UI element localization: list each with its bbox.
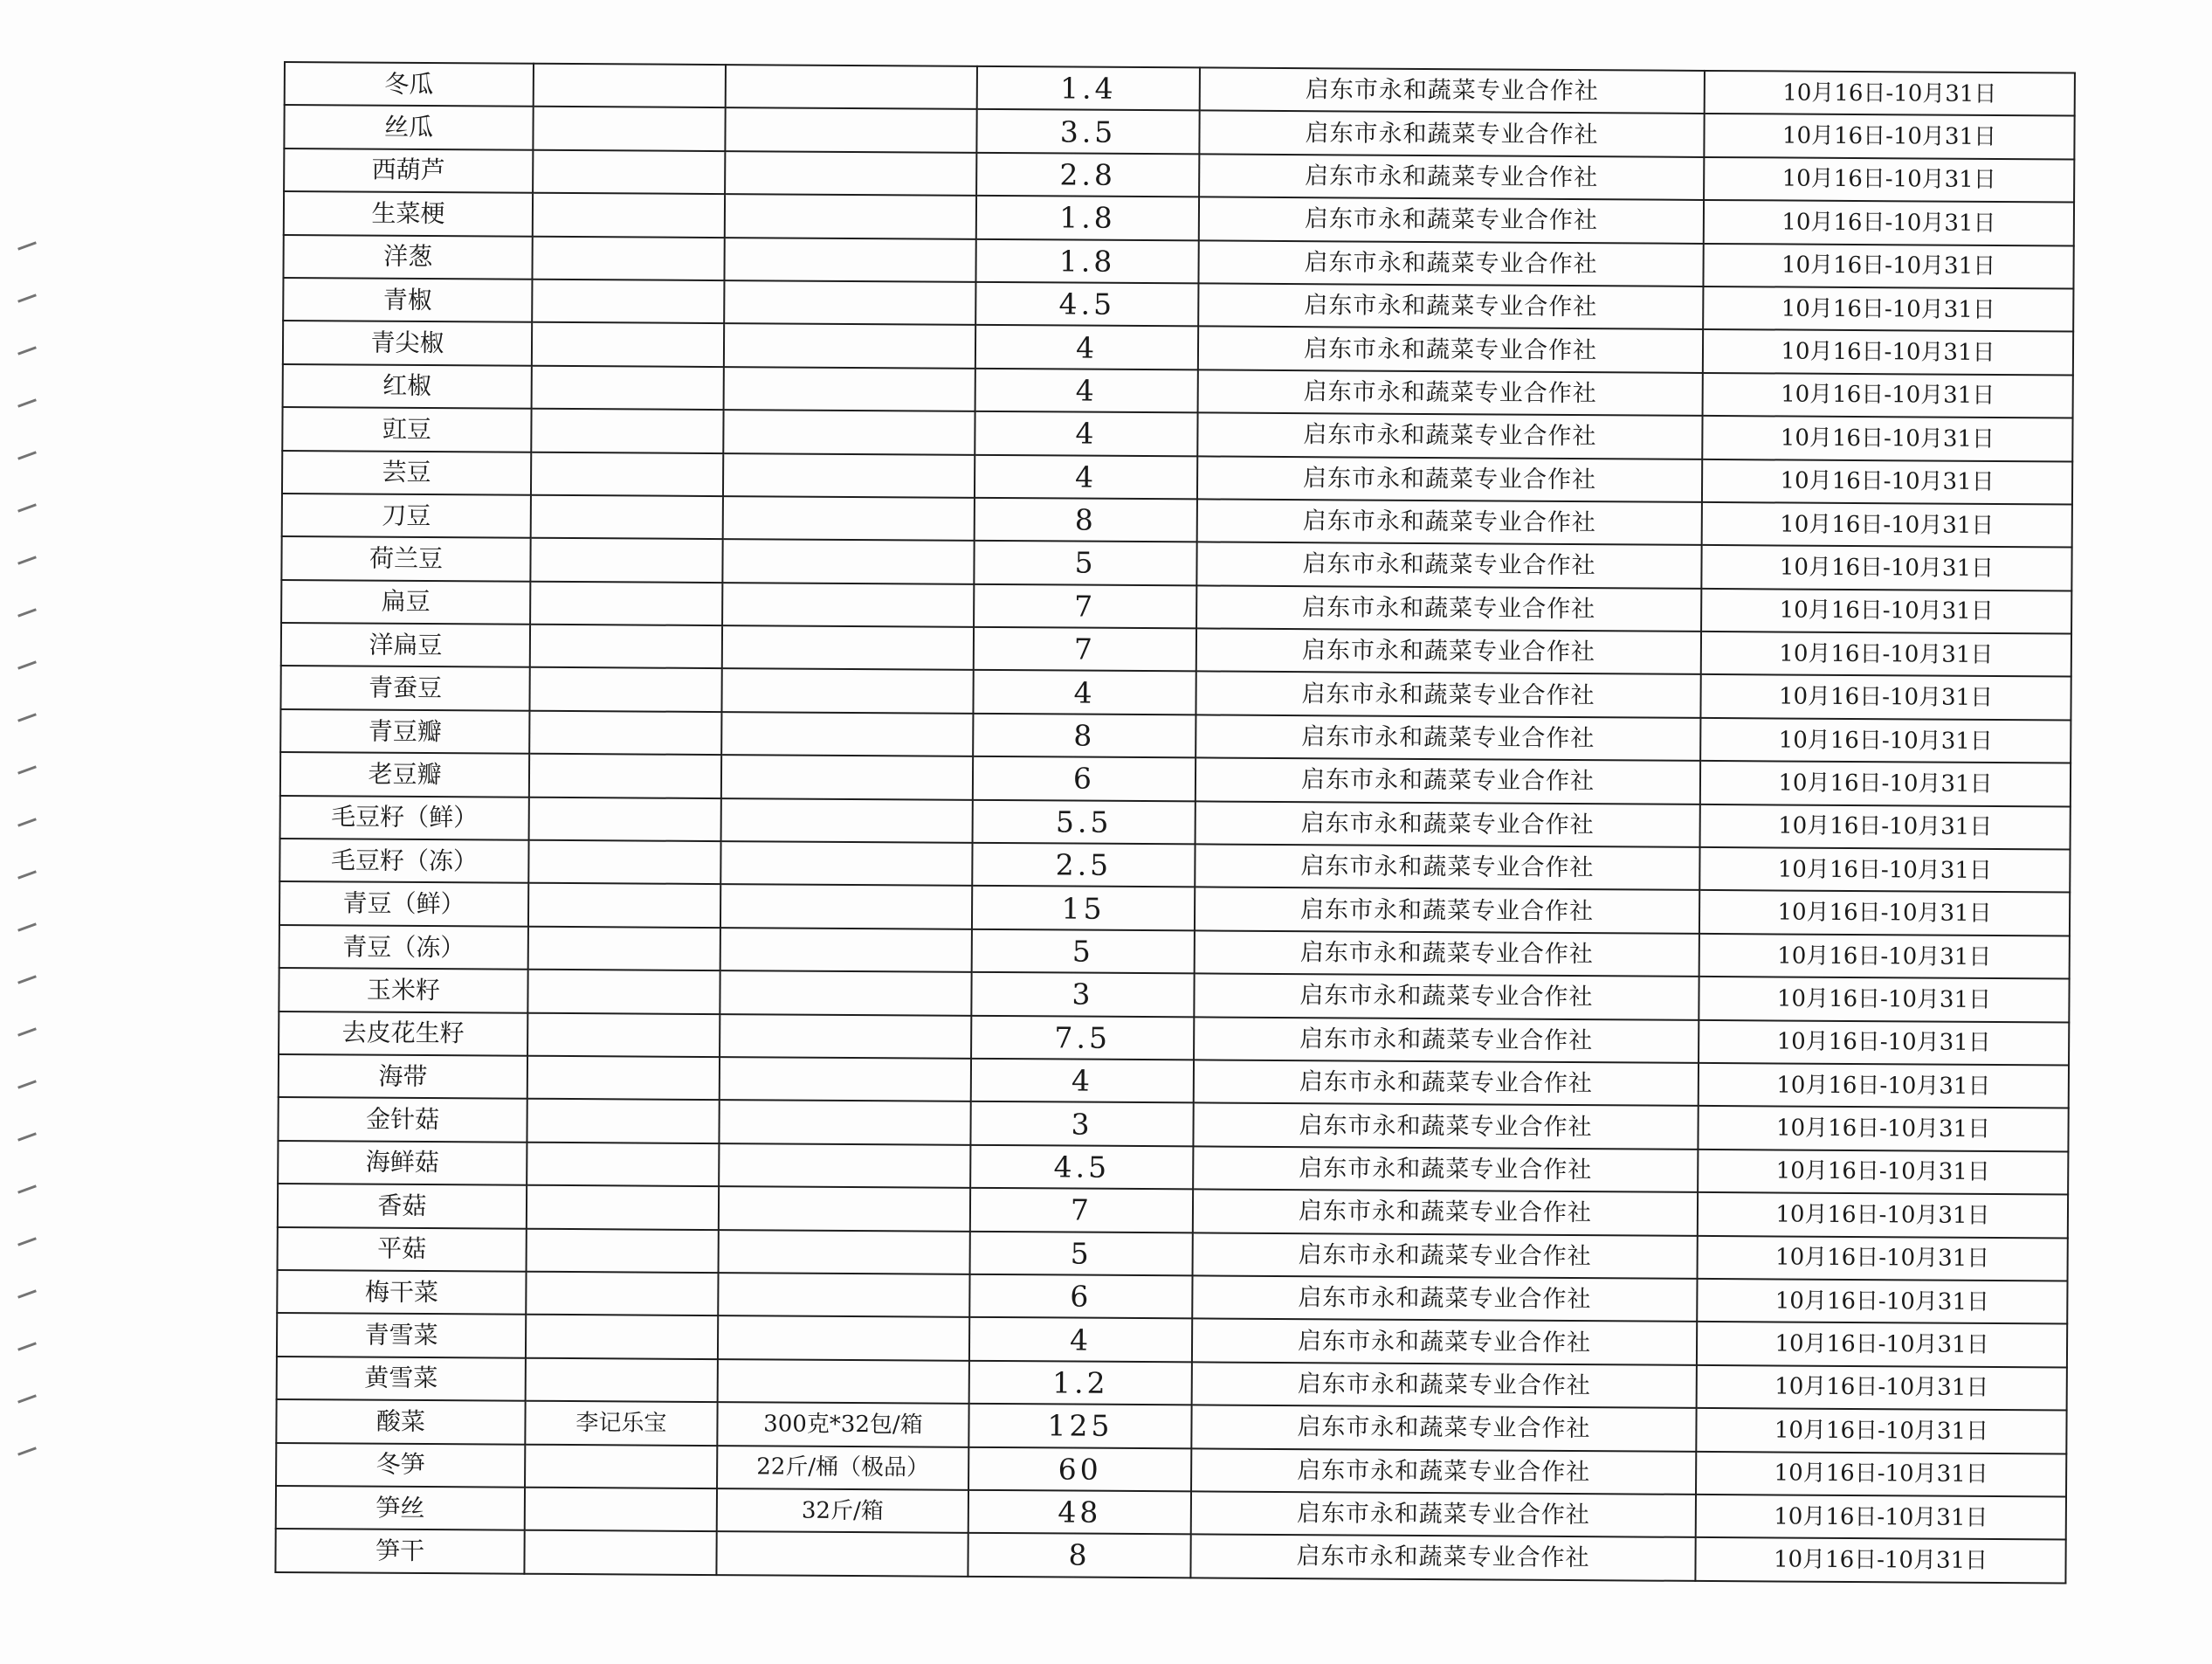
period-cell: 10月16日-10月31日 — [1702, 502, 2072, 548]
period-cell: 10月16日-10月31日 — [1696, 1408, 2066, 1453]
price-cell: 15 — [972, 886, 1195, 930]
brand-cell — [526, 1315, 718, 1359]
spec-cell — [719, 1186, 970, 1231]
item-name-cell: 平菇 — [278, 1227, 527, 1272]
item-name-cell: 青豆（冻） — [279, 925, 528, 970]
brand-cell — [531, 452, 723, 496]
spec-cell — [720, 970, 971, 1015]
spec-cell — [720, 841, 972, 886]
spec-cell — [721, 798, 973, 843]
period-cell: 10月16日-10月31日 — [1696, 1451, 2066, 1496]
period-cell: 10月16日-10月31日 — [1700, 761, 2071, 806]
period-cell: 10月16日-10月31日 — [1703, 243, 2073, 288]
supplier-cell: 启东市永和蔬菜专业合作社 — [1196, 672, 1700, 718]
supplier-cell: 启东市永和蔬菜专业合作社 — [1197, 499, 1702, 545]
supplier-cell: 启东市永和蔬菜专业合作社 — [1200, 67, 1705, 114]
price-cell: 6 — [969, 1274, 1192, 1319]
spec-cell — [718, 1315, 969, 1360]
item-name-cell: 冬瓜 — [285, 62, 534, 107]
brand-cell — [529, 667, 721, 712]
spec-cell: 300克*32包/箱 — [717, 1402, 968, 1447]
brand-cell — [524, 1530, 716, 1575]
supplier-cell: 启东市永和蔬菜专业合作社 — [1199, 154, 1704, 200]
supplier-cell: 启东市永和蔬菜专业合作社 — [1193, 1146, 1698, 1192]
price-cell: 60 — [968, 1447, 1191, 1491]
brand-cell — [527, 1099, 719, 1143]
item-name-cell: 青尖椒 — [283, 321, 532, 365]
period-cell: 10月16日-10月31日 — [1701, 632, 2071, 677]
item-name-cell: 黄雪菜 — [277, 1357, 526, 1401]
spec-cell — [724, 280, 975, 325]
item-name-cell: 毛豆籽（冻） — [279, 839, 528, 883]
spec-cell — [726, 65, 977, 109]
item-name-cell: 梅干菜 — [277, 1270, 526, 1315]
binding-margin-marks — [17, 245, 52, 1511]
supplier-cell: 启东市永和蔬菜专业合作社 — [1196, 585, 1701, 632]
period-cell: 10月16日-10月31日 — [1704, 157, 2074, 203]
item-name-cell: 老豆瓣 — [280, 752, 529, 797]
price-cell: 8 — [975, 498, 1197, 542]
period-cell: 10月16日-10月31日 — [1699, 890, 2070, 936]
price-table — [274, 61, 2076, 1584]
price-cell: 8 — [973, 714, 1196, 758]
item-name-cell: 丝瓜 — [284, 105, 533, 149]
supplier-cell: 启东市永和蔬菜专业合作社 — [1196, 628, 1701, 674]
brand-cell — [531, 495, 723, 540]
brand-cell — [525, 1444, 717, 1488]
item-name-cell: 香菇 — [278, 1184, 527, 1228]
spec-cell — [720, 1057, 971, 1101]
period-cell: 10月16日-10月31日 — [1702, 416, 2072, 461]
supplier-cell: 启东市永和蔬菜专业合作社 — [1192, 1362, 1697, 1408]
spec-cell — [725, 151, 976, 196]
brand-cell — [527, 1185, 719, 1230]
price-cell: 2.5 — [972, 843, 1195, 887]
brand-cell — [527, 1142, 719, 1186]
supplier-cell: 启东市永和蔬菜专业合作社 — [1199, 197, 1704, 244]
supplier-cell: 启东市永和蔬菜专业合作社 — [1190, 1535, 1695, 1581]
brand-cell — [532, 322, 724, 367]
period-cell: 10月16日-10月31日 — [1700, 674, 2071, 720]
supplier-cell: 启东市永和蔬菜专业合作社 — [1198, 369, 1703, 416]
period-cell: 10月16日-10月31日 — [1695, 1537, 2065, 1583]
spec-cell — [724, 238, 975, 282]
supplier-cell: 启东市永和蔬菜专业合作社 — [1192, 1319, 1697, 1365]
item-name-cell: 冬笋 — [276, 1442, 525, 1487]
supplier-cell: 启东市永和蔬菜专业合作社 — [1191, 1491, 1696, 1537]
item-name-cell: 青椒 — [283, 278, 532, 322]
item-name-cell: 洋葱 — [283, 235, 532, 280]
period-cell: 10月16日-10月31日 — [1699, 1063, 2069, 1108]
supplier-cell: 启东市永和蔬菜专业合作社 — [1197, 413, 1702, 459]
price-cell: 5.5 — [973, 799, 1196, 844]
period-cell: 10月16日-10月31日 — [1703, 329, 2073, 375]
supplier-cell: 启东市永和蔬菜专业合作社 — [1191, 1405, 1696, 1451]
item-name-cell: 荷兰豆 — [281, 536, 530, 581]
spec-cell — [724, 367, 975, 411]
price-cell: 3 — [971, 972, 1194, 1017]
price-cell: 4.5 — [975, 282, 1198, 327]
item-name-cell: 芸豆 — [282, 451, 531, 495]
supplier-cell: 启东市永和蔬菜专业合作社 — [1194, 1060, 1699, 1106]
price-cell: 125 — [968, 1404, 1191, 1448]
period-cell: 10月16日-10月31日 — [1699, 847, 2070, 893]
price-cell: 1.8 — [975, 238, 1198, 283]
brand-cell: 李记乐宝 — [525, 1401, 717, 1446]
brand-cell — [527, 970, 720, 1014]
item-name-cell: 笋丝 — [276, 1486, 525, 1530]
period-cell: 10月16日-10月31日 — [1700, 718, 2071, 763]
supplier-cell: 启东市永和蔬菜专业合作社 — [1198, 240, 1703, 287]
spec-cell — [723, 453, 975, 498]
supplier-cell: 启东市永和蔬菜专业合作社 — [1193, 1103, 1698, 1150]
spec-cell — [725, 107, 976, 152]
spec-cell: 32斤/箱 — [717, 1488, 968, 1533]
spec-cell — [722, 625, 974, 670]
price-cell: 1.4 — [977, 66, 1200, 111]
price-cell: 4.5 — [970, 1145, 1193, 1190]
period-cell: 10月16日-10月31日 — [1701, 589, 2071, 634]
brand-cell — [532, 280, 724, 324]
brand-cell — [532, 365, 724, 410]
price-cell: 7 — [970, 1188, 1193, 1232]
spec-cell — [720, 1014, 971, 1059]
price-cell: 7 — [974, 627, 1196, 672]
item-name-cell: 红椒 — [283, 364, 532, 409]
spec-cell — [720, 928, 972, 972]
brand-cell — [533, 107, 725, 151]
price-cell: 2.8 — [976, 153, 1199, 197]
item-name-cell: 酸菜 — [276, 1399, 525, 1444]
period-cell: 10月16日-10月31日 — [1699, 1020, 2069, 1066]
spec-cell — [723, 496, 975, 541]
table-body — [275, 62, 2075, 1583]
item-name-cell: 玉米籽 — [279, 968, 527, 1012]
period-cell: 10月16日-10月31日 — [1704, 114, 2074, 159]
price-cell: 6 — [973, 756, 1196, 801]
supplier-cell: 启东市永和蔬菜专业合作社 — [1193, 1190, 1698, 1236]
supplier-cell: 启东市永和蔬菜专业合作社 — [1198, 327, 1703, 373]
period-cell: 10月16日-10月31日 — [1696, 1495, 2066, 1540]
price-cell: 5 — [970, 1231, 1193, 1275]
period-cell: 10月16日-10月31日 — [1703, 373, 2073, 418]
brand-cell — [529, 711, 721, 756]
brand-cell — [532, 236, 724, 280]
brand-cell — [526, 1272, 718, 1316]
item-name-cell: 生菜梗 — [284, 191, 533, 236]
supplier-cell: 启东市永和蔬菜专业合作社 — [1193, 1232, 1698, 1279]
spec-cell — [721, 669, 973, 714]
spec-cell — [718, 1359, 969, 1404]
spec-cell: 22斤/桶（极品） — [717, 1446, 968, 1490]
item-name-cell: 青雪菜 — [277, 1313, 526, 1357]
brand-cell — [527, 1012, 720, 1057]
period-cell: 10月16日-10月31日 — [1697, 1365, 2067, 1411]
supplier-cell: 启东市永和蔬菜专业合作社 — [1196, 801, 1700, 847]
price-cell: 1.2 — [969, 1361, 1192, 1405]
supplier-cell: 启东市永和蔬菜专业合作社 — [1196, 542, 1701, 589]
spec-cell — [719, 1230, 970, 1274]
supplier-cell: 启东市永和蔬菜专业合作社 — [1194, 1017, 1699, 1063]
supplier-cell: 启东市永和蔬菜专业合作社 — [1198, 283, 1703, 329]
supplier-cell: 启东市永和蔬菜专业合作社 — [1194, 974, 1699, 1020]
period-cell: 10月16日-10月31日 — [1697, 1279, 2067, 1324]
price-cell: 1.8 — [976, 196, 1199, 240]
period-cell: 10月16日-10月31日 — [1699, 977, 2069, 1022]
price-cell: 4 — [973, 670, 1196, 715]
price-cell: 7.5 — [971, 1015, 1194, 1060]
price-cell: 4 — [975, 325, 1198, 369]
period-cell: 10月16日-10月31日 — [1698, 1150, 2068, 1195]
supplier-cell: 启东市永和蔬菜专业合作社 — [1192, 1275, 1697, 1322]
brand-cell — [533, 193, 725, 238]
price-cell: 5 — [974, 541, 1196, 585]
price-cell: 4 — [975, 454, 1197, 499]
period-cell: 10月16日-10月31日 — [1697, 1322, 2067, 1367]
brand-cell — [530, 581, 722, 625]
spec-cell — [719, 1100, 970, 1144]
item-name-cell: 西葫芦 — [284, 148, 533, 193]
spec-cell — [716, 1531, 968, 1576]
price-cell: 4 — [975, 411, 1197, 456]
supplier-cell: 启东市永和蔬菜专业合作社 — [1196, 715, 1700, 761]
brand-cell — [529, 797, 721, 841]
brand-cell — [531, 409, 723, 453]
brand-cell — [528, 840, 720, 885]
supplier-cell: 启东市永和蔬菜专业合作社 — [1191, 1448, 1696, 1495]
period-cell: 10月16日-10月31日 — [1698, 1106, 2068, 1151]
brand-cell — [525, 1488, 717, 1532]
brand-cell — [530, 538, 722, 583]
supplier-cell: 启东市永和蔬菜专业合作社 — [1196, 758, 1700, 804]
item-name-cell: 青豆瓣 — [280, 709, 529, 754]
brand-cell — [528, 883, 720, 928]
spec-cell — [725, 194, 976, 238]
period-cell: 10月16日-10月31日 — [1700, 804, 2071, 850]
item-name-cell: 笋干 — [275, 1529, 524, 1573]
spec-cell — [722, 583, 974, 627]
period-cell: 10月16日-10月31日 — [1698, 1235, 2068, 1281]
price-cell: 5 — [972, 929, 1195, 974]
brand-cell — [527, 1056, 720, 1101]
price-cell: 4 — [969, 1317, 1192, 1362]
period-cell: 10月16日-10月31日 — [1701, 545, 2071, 590]
spec-cell — [718, 1273, 969, 1317]
spec-cell — [723, 410, 975, 454]
spec-cell — [720, 884, 972, 929]
price-cell: 3.5 — [976, 109, 1199, 154]
item-name-cell: 豇豆 — [282, 407, 531, 452]
price-cell: 8 — [968, 1533, 1190, 1578]
item-name-cell: 金针菇 — [278, 1097, 527, 1142]
brand-cell — [527, 1228, 719, 1273]
supplier-cell: 启东市永和蔬菜专业合作社 — [1195, 844, 1699, 890]
brand-cell — [529, 754, 721, 798]
spec-cell — [722, 539, 974, 583]
item-name-cell: 扁豆 — [281, 580, 530, 625]
spec-cell — [719, 1143, 970, 1188]
spec-cell — [721, 755, 973, 799]
price-cell: 7 — [974, 584, 1196, 629]
supplier-cell: 启东市永和蔬菜专业合作社 — [1195, 930, 1699, 977]
period-cell: 10月16日-10月31日 — [1705, 71, 2075, 116]
brand-cell — [530, 625, 722, 669]
price-cell: 4 — [971, 1059, 1194, 1103]
brand-cell — [534, 64, 726, 108]
period-cell: 10月16日-10月31日 — [1703, 287, 2073, 332]
price-cell: 3 — [970, 1101, 1193, 1146]
brand-cell — [526, 1357, 718, 1402]
supplier-cell: 启东市永和蔬菜专业合作社 — [1199, 111, 1704, 157]
supplier-cell: 启东市永和蔬菜专业合作社 — [1197, 456, 1702, 502]
price-cell: 48 — [968, 1490, 1191, 1535]
spec-cell — [724, 323, 975, 368]
item-name-cell: 去皮花生籽 — [279, 1012, 527, 1056]
period-cell: 10月16日-10月31日 — [1702, 459, 2072, 504]
price-cell: 4 — [975, 369, 1198, 413]
item-name-cell: 刀豆 — [282, 494, 531, 538]
brand-cell — [533, 150, 725, 195]
item-name-cell: 洋扁豆 — [281, 623, 530, 667]
supplier-cell: 启东市永和蔬菜专业合作社 — [1195, 887, 1699, 934]
item-name-cell: 青蚕豆 — [280, 666, 529, 710]
item-name-cell: 毛豆籽（鲜） — [280, 796, 529, 840]
brand-cell — [528, 927, 720, 971]
item-name-cell: 海带 — [279, 1054, 527, 1099]
item-name-cell: 海鲜菇 — [278, 1141, 527, 1185]
spec-cell — [721, 712, 973, 756]
period-cell: 10月16日-10月31日 — [1704, 200, 2074, 245]
item-name-cell: 青豆（鲜） — [279, 881, 528, 926]
period-cell: 10月16日-10月31日 — [1698, 1192, 2068, 1238]
period-cell: 10月16日-10月31日 — [1699, 934, 2070, 979]
